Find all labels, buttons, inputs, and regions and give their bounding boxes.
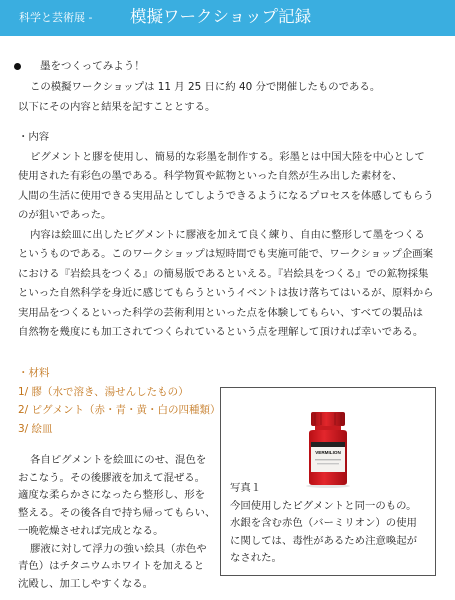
method-line: おこなう。その後膠液を加えて混ぜる。 <box>18 471 206 484</box>
content-line: 使用された有彩色の墨である。科学物質や鉱物といった自然が生み出した素材を、 <box>18 170 403 182</box>
caption-line: 写真１ <box>230 482 262 494</box>
materials-list <box>18 364 221 439</box>
caption-line: 今回使用したピグメントと同一のもの。 <box>230 499 417 512</box>
method-line: 沈殿し、加工しやすくなる。 <box>18 577 154 590</box>
content-line: というものである。このワークショップは短時間でも実施可能で、ワークショップ企画案 <box>18 248 433 260</box>
method-line: 整える。その後各自で持ち帰ってもらい、 <box>18 507 216 520</box>
photo-frame <box>220 387 436 576</box>
materials-item: 1/ 膠（水で溶き、湯せんしたもの） <box>18 385 189 398</box>
intro-text <box>18 78 438 117</box>
content-line: 実用品をつくるといった科学の芸術利用といった点を体験してもらい、すべての製品は <box>18 306 424 319</box>
page-title: 模擬ワークショップ記録 <box>130 7 312 26</box>
bottle-label: VERMILION <box>315 450 341 455</box>
content-line: 自然物を幾度にも加工されてつくられているという点を理解して頂ければ幸いである。 <box>18 326 424 338</box>
intro-line: 以下にその内容と結果を記すこととする。 <box>18 100 216 113</box>
content-line: における『岩絵具をつくる』の簡易版であるといえる。『岩絵具をつくる』での鉱物採集 <box>18 267 429 280</box>
method-line: 一晩乾燥させれば完成となる。 <box>18 524 164 537</box>
materials-item: 3/ 絵皿 <box>18 423 53 436</box>
caption-line: 水銀を含む赤色（バーミリオン）の使用 <box>230 517 417 529</box>
method-line: 各自ピグメントを絵皿にのせ、混色を <box>30 454 207 466</box>
caption-line: なされた。 <box>230 552 282 564</box>
photo-caption <box>230 480 430 568</box>
intro-heading: 墨をつくってみよう！ <box>40 60 145 72</box>
header-bar <box>0 0 455 36</box>
pigment-bottle-image <box>299 406 357 488</box>
bullet-icon <box>14 63 21 70</box>
content-section <box>18 128 438 343</box>
method-line: 青色）はチタニウムホワイトを加えると <box>18 560 205 573</box>
method-line: 適度な柔らかさになったら整形し、形を <box>18 489 206 502</box>
content-line: といった自然科学を身近に感じてもらうというイベントは抜け落ちてはいるが、原料から <box>18 287 434 299</box>
caption-line: に関しては、毒性があるため注意喚起が <box>230 534 418 547</box>
content-line: 人間の生活に使用できる実用品としてしようできるようになるプロセスを体感してもらう <box>18 189 434 202</box>
method-line: 膠液に対して浮力の強い絵具（赤色や <box>30 542 207 555</box>
content-line: のが狙いであった。 <box>18 209 112 221</box>
materials-heading: ・材料 <box>18 367 50 379</box>
content-line: ピグメントと膠を使用し、簡易的な彩墨を制作する。彩墨とは中国大陸を中心として <box>30 150 425 163</box>
method-text <box>18 452 218 594</box>
content-line: 内容は絵皿に出したピグメントに膠液を加えて良く練り、自由に整形して墨をつくる <box>30 228 425 241</box>
intro-line: この模擬ワークショップは 11 月 25 日に約 40 分で開催したものである。 <box>30 81 381 93</box>
content-heading: ・内容 <box>18 131 50 143</box>
series-label: 科学と芸術展 - <box>19 11 93 24</box>
materials-item: 2/ ピグメント（赤・青・黄・白の四種類） <box>18 404 221 417</box>
